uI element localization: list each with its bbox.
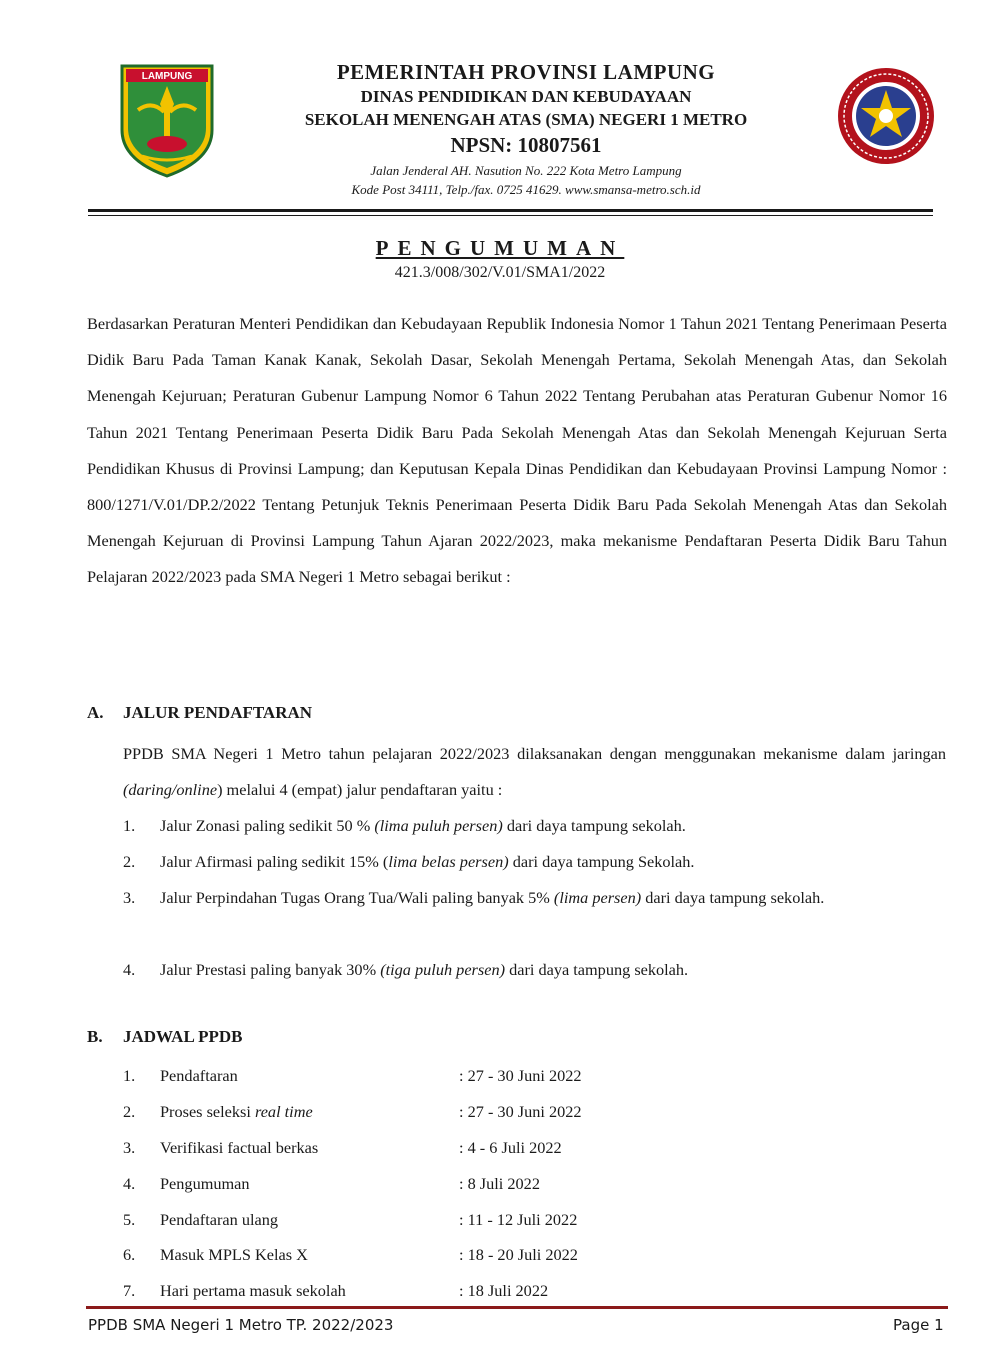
document-number: 421.3/008/302/V.01/SMA1/2022 <box>394 264 606 281</box>
section-a-heading: A. JALUR PENDAFTARAN <box>87 703 313 722</box>
section-b-heading: B. JADWAL PPDB <box>87 1027 243 1046</box>
page-number: Page 1 <box>893 1316 944 1334</box>
school-emblem-icon <box>836 66 936 166</box>
lampung-province-emblem-icon <box>118 64 216 178</box>
footer-rule <box>86 1306 948 1309</box>
header-department: DINAS PENDIDIKAN DAN KEBUDAYAAN <box>360 87 692 106</box>
header-school: SEKOLAH MENENGAH ATAS (SMA) NEGERI 1 METRO <box>304 110 748 129</box>
footer-title: PPDB SMA Negeri 1 Metro TP. 2022/2023 <box>88 1316 394 1334</box>
header-address: Jalan Jenderal AH. Nasution No. 222 Kota Metro Lampung <box>370 163 682 178</box>
section-a-intro: PPDB SMA Negeri 1 Metro tahun pelajaran 2022/2023 dilaksanakan dengan menggunakan mekanisme dalam jaringan (daring/online) melalui 4 (empat) jalur pendaftaran yaitu : <box>123 744 946 799</box>
header-contact: Kode Post 34111, Telp./fax. 0725 41629. www.smansa-metro.sch.id <box>351 182 701 197</box>
emblem-label: LAMPUNG <box>141 71 193 82</box>
intro-paragraph: Berdasarkan Peraturan Menteri Pendidikan dan Kebudayaan Republik Indonesia Nomor 1 Tahun 2021 Tentang Penerimaan Peserta Didik Baru Pada Taman Kanak Kanak, Sekolah Dasar, Sekolah Menengah Pertama, Sekolah Menengah Atas, dan Sekolah Menengah Kejuruan; Peraturan Gubenur Lampung Nomor 6 Tahun 2022 Tentang Perubahan atas Peraturan Gubenur Nomor 16 Tahun 2021 Tentang Penerimaan Peserta Didik Baru Pada Sekolah Menengah Atas dan Sekolah Menengah Kejuruan Serta Pendidikan Khusus di Provinsi Lampung; dan Keputusan Kepala Dinas Pendidikan dan Kebudayaan Provinsi Lampung Nomor : 800/1271/V.01/DP.2/2022 Tentang Petunjuk Teknis Penerimaan Peserta Didik Baru Pada Sekolah Menengah Atas dan Sekolah Menengah Kejuruan di Provinsi Lampung Tahun Ajaran 2022/2023, maka mekanisme Pendaftaran Peserta Didik Baru Tahun Pelajaran 2022/2023 pada SMA Negeri 1 Metro sebagai berikut : <box>87 314 947 587</box>
header-government: PEMERINTAH PROVINSI LAMPUNG <box>336 60 716 84</box>
header-rule <box>88 209 933 212</box>
header-npsn: NPSN: 10807561 <box>450 133 602 157</box>
header-rule-thin <box>88 215 933 216</box>
document-title: PENGUMUMAN <box>375 236 625 260</box>
